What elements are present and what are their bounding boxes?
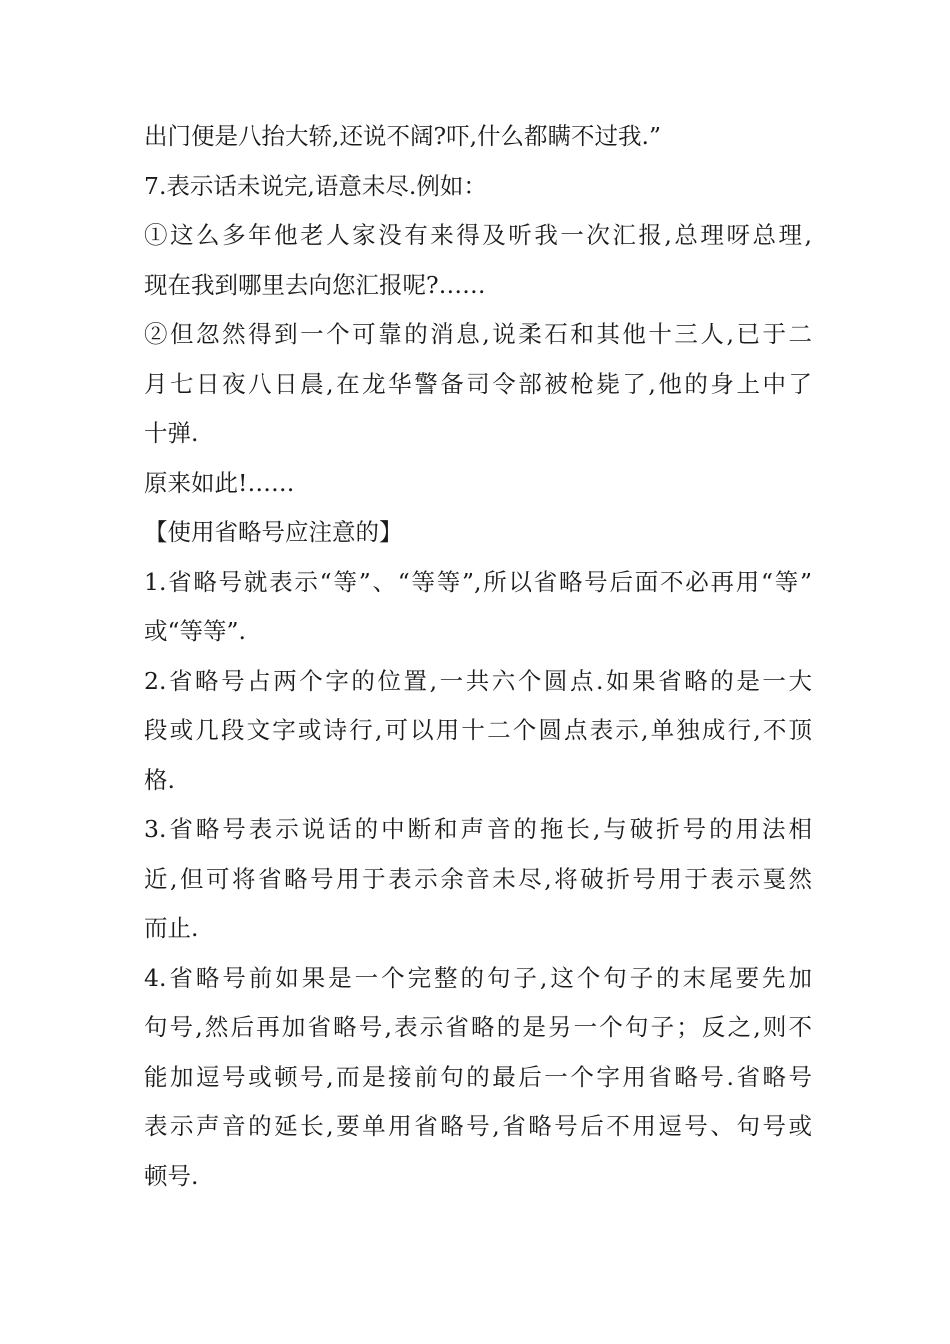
text-line: 顿号. xyxy=(144,1161,199,1190)
text-line: 十弹. xyxy=(144,419,199,447)
text-line: 2.省略号占两个字的位置,一共六个圆点.如果省略的是一大 xyxy=(144,666,812,695)
section-heading: 【使用省略号应注意的】 xyxy=(144,518,403,546)
text-line: 3.省略号表示说话的中断和声音的拖长,与破折号的用法相 xyxy=(144,815,812,843)
text-line: 4.省略号前如果是一个完整的句子,这个句子的末尾要先加 xyxy=(144,963,812,992)
text-line: 能加逗号或顿号,而是接前句的最后一个字用省略号.省略号 xyxy=(144,1062,812,1091)
text-line: 原来如此!…… xyxy=(144,468,295,497)
text-line: ①这么多年他老人家没有来得及听我一次汇报,总理呀总理, xyxy=(144,221,812,249)
text-line: 格. xyxy=(144,765,175,794)
text-line: 现在我到哪里去向您汇报呢?…… xyxy=(144,270,486,299)
text-line: 而止. xyxy=(144,914,199,942)
text-line: 出门便是八抬大轿,还说不阔?吓,什么都瞒不过我.” xyxy=(144,122,662,150)
text-line: 1.省略号就表示“等”、“等等”,所以省略号后面不必再用“等” xyxy=(144,567,812,596)
text-line: 7.表示话未说完,语意未尽.例如： xyxy=(144,171,487,200)
text-line: 或“等等”. xyxy=(144,617,246,645)
text-line: 表示声音的延长,要单用省略号,省略号后不用逗号、句号或 xyxy=(144,1112,812,1140)
text-line: 段或几段文字或诗行,可以用十二个圆点表示,单独成行,不顶 xyxy=(144,716,812,744)
text-line: 近,但可将省略号用于表示余音未尽,将破折号用于表示戛然 xyxy=(144,864,812,893)
text-line: 月七日夜八日晨,在龙华警备司令部被枪毙了,他的身上中了 xyxy=(144,369,812,398)
document-body xyxy=(144,112,812,1201)
text-line: 句号,然后再加省略号,表示省略的是另一个句子；反之,则不 xyxy=(144,1013,812,1041)
text-line: ②但忽然得到一个可靠的消息,说柔石和其他十三人,已于二 xyxy=(144,320,812,348)
